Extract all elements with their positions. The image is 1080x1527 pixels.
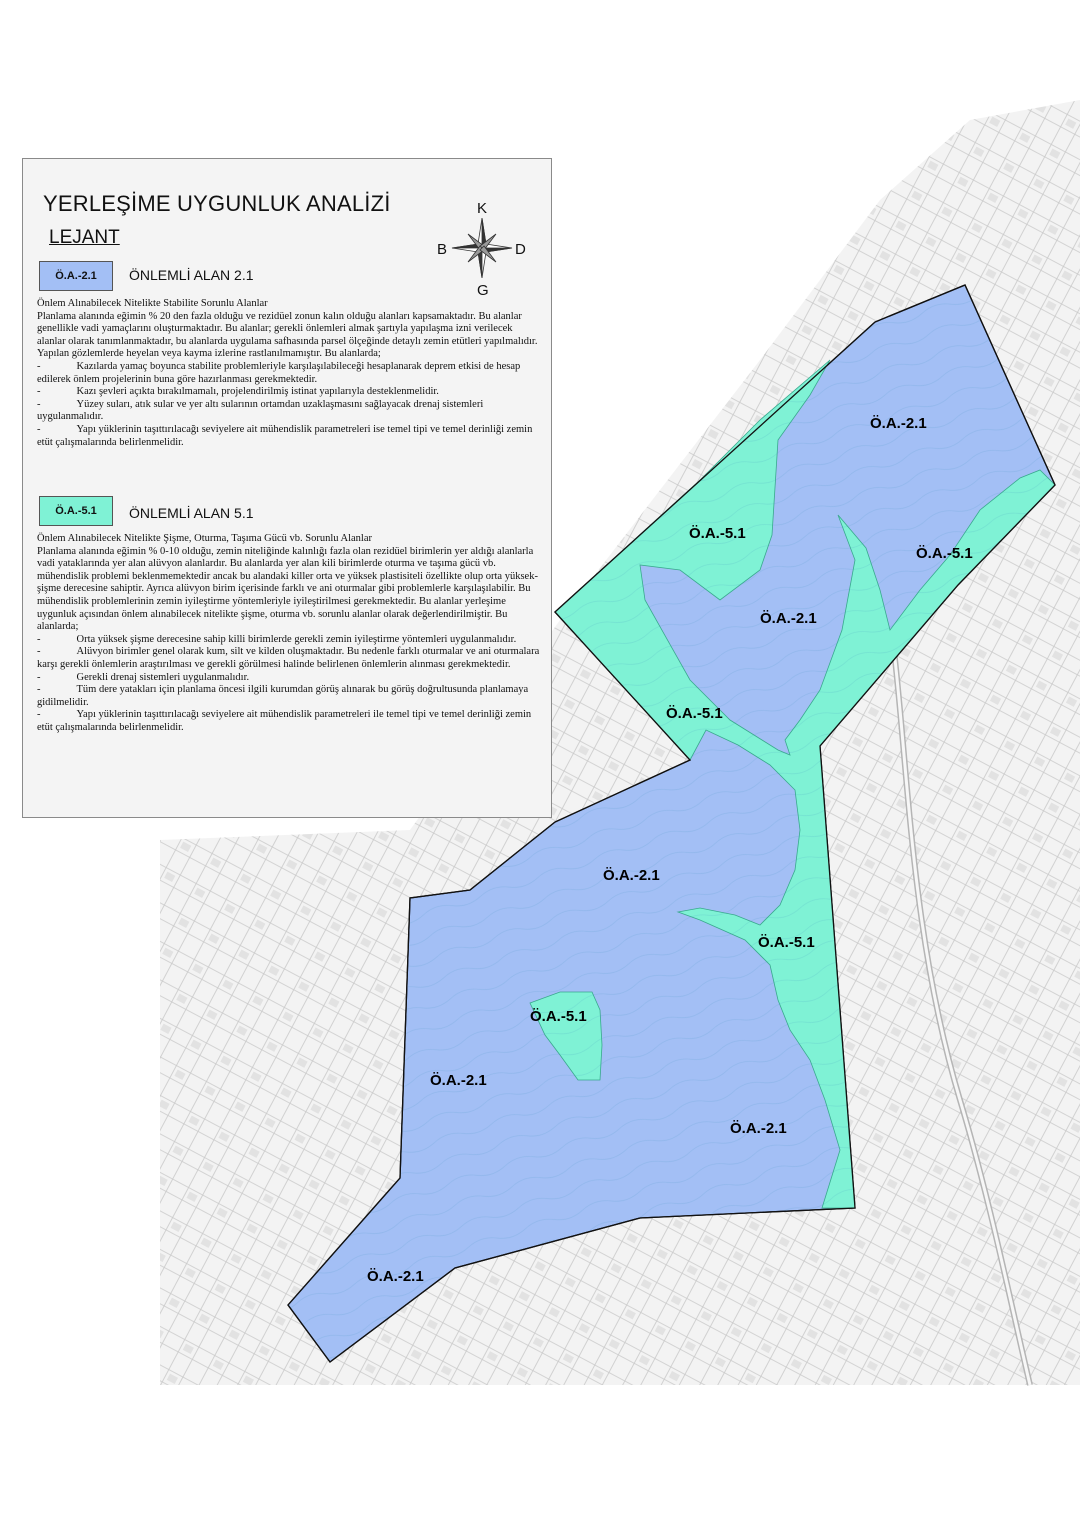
compass-north: K <box>477 200 488 217</box>
zone-label-2-1: Ö.A.-2.1 <box>870 415 927 432</box>
legend-zone-name-2-1: ÖNLEMLİ ALAN 2.1 <box>129 267 254 283</box>
compass-east: D <box>515 241 526 258</box>
legend-swatch-2-1: Ö.A.-2.1 <box>39 261 113 291</box>
legend-swatch-5-1: Ö.A.-5.1 <box>39 496 113 526</box>
zone-label-2-1: Ö.A.-2.1 <box>760 610 817 627</box>
description-heading: Önlem Alınabilecek Nitelikte Stabilite Sorunlu Alanlar <box>37 298 268 309</box>
description-paragraph: Planlama alanında eğimin % 20 den fazla olduğu ve rezidüel zonun kalın olduğu alanları kapsamaktadır. Bu alanlar genellikle vadi yamaçlarını oluşturmaktadır. Bu alanlar; gerekli önlemleri almak şartıyla yapılaşma izni verilecek alanlar olarak tanımlanmaktadır, bu alanlarda uygulama safhasında parsel ölçeğinde detaylı zemin etütleri yapılmalıdır. Yapılan gözlemlerde heyelan veya kayma izlerine rastlanılmamıştır. Bu alanlarda; <box>37 310 538 360</box>
description-bullet: - Kazı şevleri açıkta bırakılmamalı, projelendirilmiş istinat yapılarıyla desteklenmelidir. <box>37 386 439 398</box>
legend-description-5-1 <box>37 533 543 735</box>
description-bullet: - Yapı yüklerinin taşıttırılacağı seviyelere ait mühendislik parametreleri ile temel tipi ve temel derinliği zemin etüt çalışmalarında belirlenmelidir. <box>37 709 532 733</box>
zone-label-5-1: Ö.A.-5.1 <box>758 934 815 951</box>
zone-label-2-1: Ö.A.-2.1 <box>430 1072 487 1089</box>
zone-label-5-1: Ö.A.-5.1 <box>689 525 746 542</box>
compass-west: B <box>437 241 448 258</box>
zone-label-5-1: Ö.A.-5.1 <box>916 545 973 562</box>
legend-panel <box>22 158 552 818</box>
description-bullet: - Tüm dere yatakları için planlama öncesi ilgili kurumdan görüş alınarak bu görüş doğrultusunda planlamaya gidilmelidir. <box>37 684 529 708</box>
description-bullet: - Yüzey suları, atık sular ve yer altı sularının ortamdan uzaklaşmasını sağlayacak drenaj sistemleri uygulanmalıdır. <box>37 398 484 423</box>
legend-title: YERLEŞİME UYGUNLUK ANALİZİ <box>43 191 391 216</box>
compass-rose-icon <box>433 197 543 297</box>
zone-label-2-1: Ö.A.-2.1 <box>730 1120 787 1137</box>
description-bullet: - Orta yüksek şişme derecesine sahip killi birimlerde gerekli zemin iyileştirme yöntemleri uygulanmalıdır. <box>37 633 517 645</box>
zone-label-5-1: Ö.A.-5.1 <box>530 1008 587 1025</box>
description-bullet: - Alüvyon birimler genel olarak kum, silt ve kilden oluşmaktadır. Bu nedenle farklı oturmalar ve ani oturmalara karşı gerekli önlemlerin araştırılması ve gerekli görülmesi halinde belirlenen önlemlerin alınması gerekmektedir. <box>37 646 540 670</box>
zone-label-5-1: Ö.A.-5.1 <box>666 705 723 722</box>
description-paragraph: Planlama alanında eğimin % 0-10 olduğu, zemin niteliğinde kalınlığı fazla olan rezidüel birimlerin yer aldığı alanlarla vadi yataklarında yer alan alüvyon alanlardır. Bu alanlarda yer alan kili birimlerde oturma ve taşıma gücü vb. mühendislik problemi beklenmemektedir ancak bu alandaki killer orta ve yüksek plastisiteli özellikte olup orta yüksek-şişme derecesine sahiptir. Ayrıca alüvyon birim içerisinde farklı ve ani oturmalar gibi problemlerle karşılaşılabilir. Bu mühendislik problemlerinin zemin iyileştirme yöntemleriyle iyileştirilmesi gerekmektedir. Bu alanlar yerleşime uygunluk açısından önlem alınabilecek nitelikte şişme, oturma vb. sorunlu alanlar olarak değerlendirilmiştir. Bu alanlarda; <box>37 545 538 633</box>
zone-label-2-1: Ö.A.-2.1 <box>367 1268 424 1285</box>
compass-south: G <box>477 282 489 297</box>
legend-subtitle: LEJANT <box>49 227 120 248</box>
legend-zone-name-5-1: ÖNLEMLİ ALAN 5.1 <box>129 505 254 521</box>
description-bullet: - Kazılarda yamaç boyunca stabilite problemleriyle karşılaşılabileceği hesaplanarak deprem etkisi de hesap edilerek önlem projelerinin buna göre hazırlanması gerekmektedir. <box>37 360 521 385</box>
description-bullet: - Gerekli drenaj sistemleri uygulanmalıdır. <box>37 671 250 683</box>
legend-description-2-1 <box>37 298 543 449</box>
description-heading: Önlem Alınabilecek Nitelikte Şişme, Oturma, Taşıma Gücü vb. Sorunlu Alanlar <box>37 533 373 544</box>
description-bullet: - Yapı yüklerinin taşıttırılacağı seviyelere ait mühendislik parametreleri ise temel tipi ve temel derinliği zemin etüt çalışmalarında belirlenmelidir. <box>37 423 533 448</box>
zone-label-2-1: Ö.A.-2.1 <box>603 867 660 884</box>
